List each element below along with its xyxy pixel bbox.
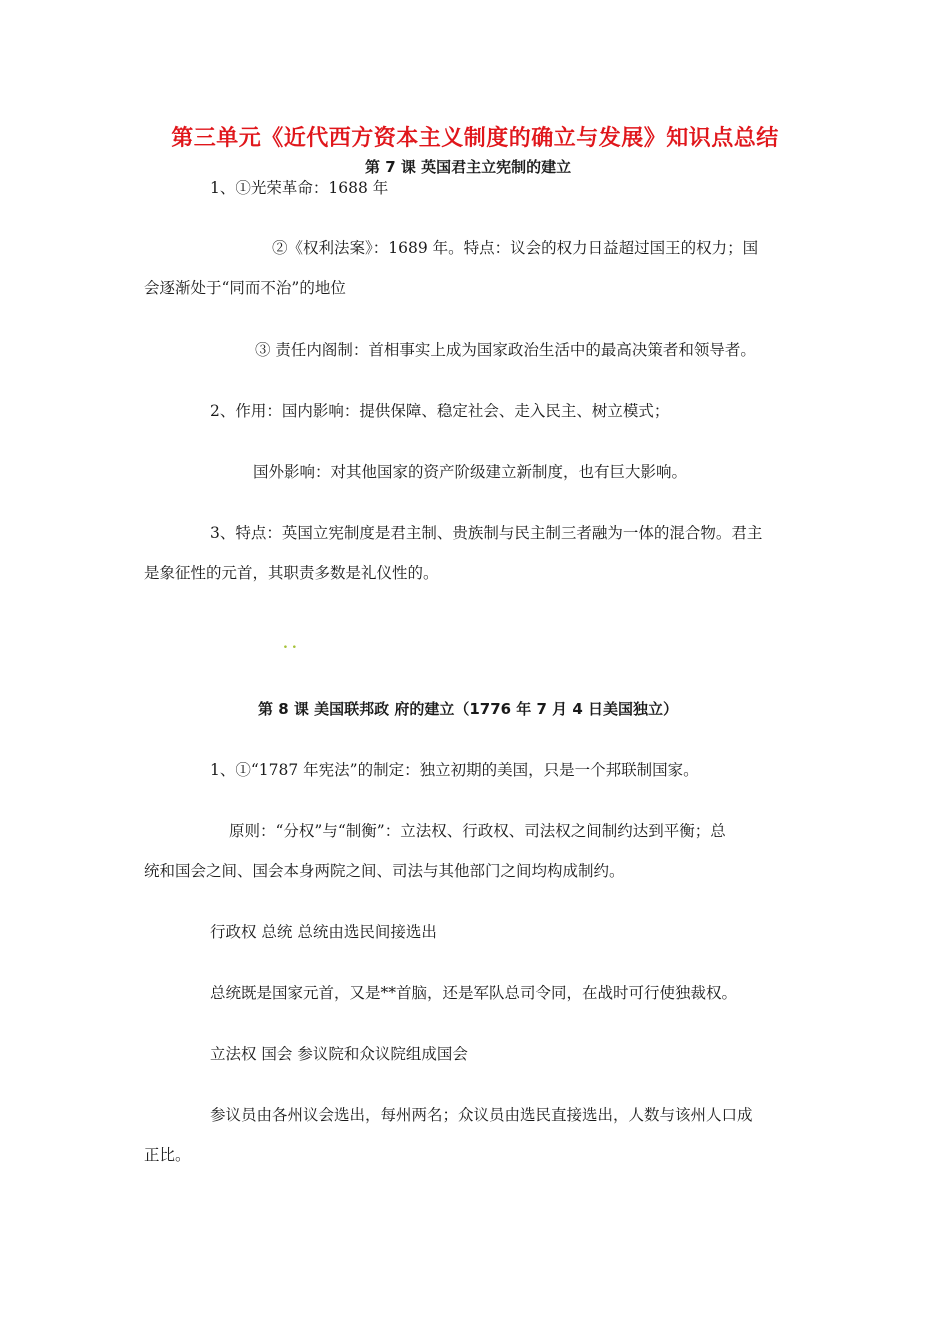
lesson-7-item-2-line-2: 会逐渐处于“同而不治”的地位	[144, 279, 346, 297]
lesson-7-heading: 第 7 课 英国君主立宪制的建立	[365, 158, 572, 176]
stray-marks: ..	[283, 636, 301, 652]
lesson-7-effects-domestic: 2、作用：国内影响：提供保障、稳定社会、走入民主、树立模式；	[210, 402, 670, 420]
lesson-7-features-line-1: 3、特点：英国立宪制度是君主制、贵族制与民主制三者融为一体的混合物。君主	[210, 524, 763, 542]
lesson-8-item-1: 1、①“1787 年宪法”的制定：独立初期的美国，只是一个邦联制国家。	[210, 761, 699, 779]
lesson-8-congress-line-1: 参议员由各州议会选出，每州两名；众议员由选民直接选出，人数与该州人口成	[210, 1106, 753, 1124]
lesson-8-principle-line-1: 原则：“分权”与“制衡”：立法权、行政权、司法权之间制约达到平衡；总	[229, 822, 726, 840]
lesson-8-executive: 行政权 总统 总统由选民间接选出	[210, 923, 437, 941]
lesson-7-item-2-line-1: ②《权利法案》：1689 年。特点：议会的权力日益超过国王的权力；国	[272, 239, 759, 257]
lesson-7-item-1: 1、①光荣革命：1688 年	[210, 179, 389, 197]
lesson-7-item-3: ③ 责任内阁制：首相事实上成为国家政治生活中的最高决策者和领导者。	[255, 341, 756, 359]
lesson-8-congress-line-2: 正比。	[144, 1146, 191, 1164]
lesson-8-heading: 第 8 课 美国联邦政 府的建立（1776 年 7 月 4 日美国独立）	[258, 700, 679, 718]
document-title: 第三单元《近代西方资本主义制度的确立与发展》知识点总结	[171, 126, 779, 151]
lesson-7-effects-foreign: 国外影响：对其他国家的资产阶级建立新制度，也有巨大影响。	[253, 463, 688, 481]
lesson-7-features-line-2: 是象征性的元首，其职责多数是礼仪性的。	[144, 564, 439, 582]
lesson-8-legislative: 立法权 国会 参议院和众议院组成国会	[210, 1045, 468, 1063]
lesson-8-principle-line-2: 统和国会之间、国会本身两院之间、司法与其他部门之间均构成制约。	[144, 862, 625, 880]
lesson-8-president: 总统既是国家元首，又是**首脑，还是军队总司令同，在战时可行使独裁权。	[210, 984, 738, 1002]
